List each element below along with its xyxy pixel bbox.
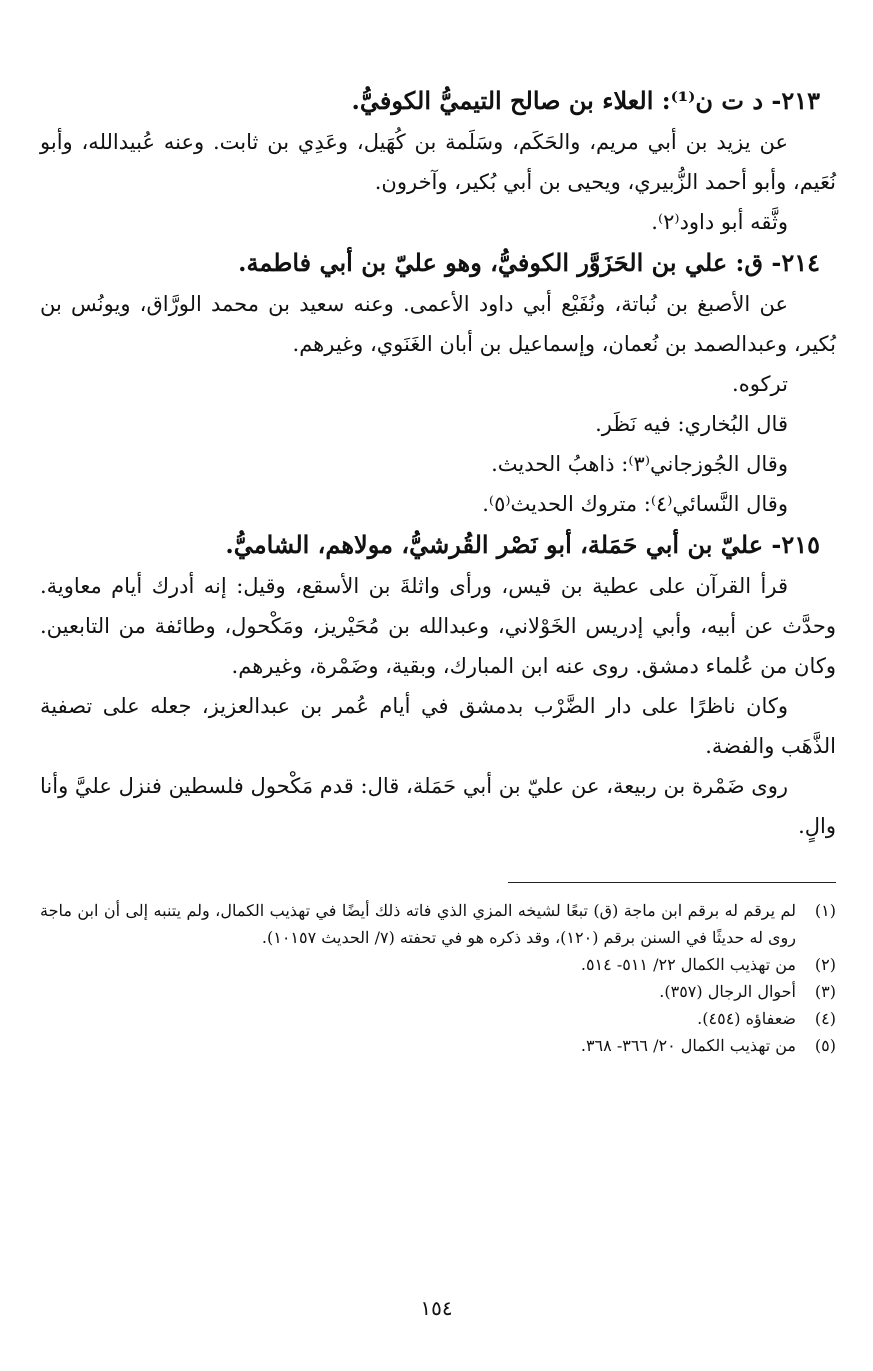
footnote-number: (١) [814, 901, 836, 920]
footnote-text: أحوال الرجال (٣٥٧). [659, 982, 796, 1001]
entry-214-paragraph-5: وقال النَّسائي⁽٤⁾: متروك الحديث⁽٥⁾. [482, 492, 788, 516]
entry-214-paragraph-3: قال البُخاري: فيه نَظَر. [595, 412, 788, 436]
footnote-text: من تهذيب الكمال ٢٠/ ٣٦٦- ٣٦٨. [580, 1036, 796, 1055]
entry-title-213: ٢١٣- د ت ن⁽¹⁾: العلاء بن صالح التيميُّ الكوفيُّ. [351, 86, 820, 115]
footnote-text: ضعفاؤه (٤٥٤). [697, 1009, 796, 1028]
entry-215-paragraph-3: روى ضَمْرة بن ربيعة، عن عليّ بن أبي حَمَلة، قال: قدم مَكْحول فلسطين فنزل عليَّ وأنا والٍ. [40, 774, 836, 838]
entry-214-paragraph-2: تركوه. [732, 372, 788, 396]
footnote-text: من تهذيب الكمال ٢٢/ ٥١١- ٥١٤. [580, 955, 796, 974]
footnote-5 [40, 1032, 836, 1059]
entry-215-paragraph-1: قرأ القرآن على عطية بن قيس، ورأى واثلةَ بن الأسقع، وقيل: إنه أدرك أيام معاوية. وحدَّث عن أبيه، وأبي إدريس الخَوْلاني، وعبدالله بن مُحَيْريز، ومَكْحول، وطائفة من التابعين. وكان من عُلماء دمشق. روى عنه ابن المبارك، وبقية، وضَمْرة، وغيرهم. [40, 574, 836, 678]
footnote-number: (٢) [814, 955, 836, 974]
entry-title-214: ٢١٤- ق: علي بن الحَزَوَّر الكوفيُّ، وهو عليّ بن أبي فاطمة. [238, 248, 820, 277]
footnote-1 [40, 897, 836, 951]
entry-215-paragraph-2: وكان ناظرًا على دار الضَّرْب بدمشق في أيام عُمر بن عبدالعزيز، جعله على تصفية الذَّهَب والفضة. [40, 694, 836, 758]
entry-213-paragraph-1: عن يزيد بن أبي مريم، والحَكَم، وسَلَمة بن كُهَيل، وعَدِي بن ثابت. وعنه عُبيدالله، وأبو نُعَيم، وأبو أحمد الزُّبيري، ويحيى بن أبي بُكير، وآخرون. [40, 130, 836, 194]
footnote-separator [508, 882, 836, 883]
entry-title-215: ٢١٥- عليّ بن أبي حَمَلة، أبو نَصْر القُرشيُّ، مولاهم، الشاميُّ. [225, 530, 820, 559]
footnote-3 [40, 978, 836, 1005]
footnote-number: (٥) [814, 1036, 836, 1055]
entry-214-paragraph-1: عن الأصبغ بن نُباتة، ونُفَيْع أبي داود الأعمى. وعنه سعيد بن محمد الورَّاق، ويونُس بن بُكير، وعبدالصمد بن نُعمان، وإسماعيل بن أبان الغَنَوي، وغيرهم. [40, 292, 836, 356]
footnote-number: (٣) [814, 982, 836, 1001]
entry-213-paragraph-2: وثَّقه أبو داود⁽٢⁾. [651, 210, 788, 234]
footnote-4 [40, 1005, 836, 1032]
footnote-2 [40, 951, 836, 978]
page-body [40, 80, 836, 1059]
footnote-text: لم يرقم له برقم ابن ماجة (ق) تبعًا لشيخه المزي الذي فاته ذلك أيضًا في تهذيب الكمال، ولم يتنبه إلى أن ابن ماجة روى له حديثًا في السنن برقم (١٢٠)، وقد ذكره هو في تحفته (٧/ الحديث ١٠١٥٧). [40, 901, 796, 947]
page-number: ١٥٤ [420, 1296, 453, 1320]
footnote-number: (٤) [814, 1009, 836, 1028]
entry-214-paragraph-4: وقال الجُوزجاني⁽٣⁾: ذاهبُ الحديث. [491, 452, 788, 476]
